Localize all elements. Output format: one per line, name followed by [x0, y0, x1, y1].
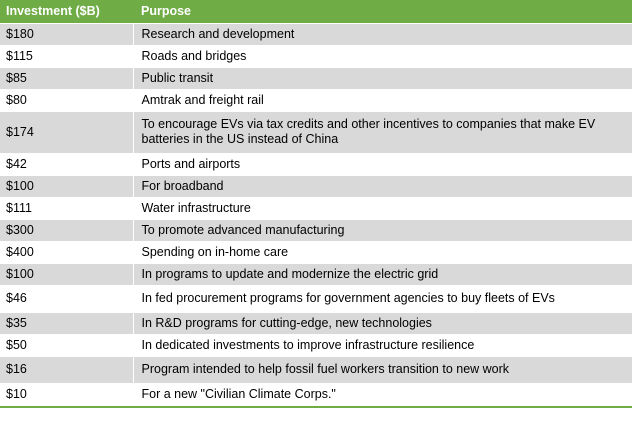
cell-investment: $35 — [0, 313, 133, 335]
cell-purpose: For a new "Civilian Climate Corps." — [133, 384, 632, 406]
cell-purpose: Amtrak and freight rail — [133, 90, 632, 112]
table-row — [0, 286, 632, 313]
cell-investment: $115 — [0, 46, 133, 68]
cell-investment: $42 — [0, 154, 133, 176]
cell-purpose: To promote advanced manufacturing — [133, 220, 632, 242]
cell-investment: $100 — [0, 176, 133, 198]
cell-purpose: In R&D programs for cutting-edge, new technologies — [133, 313, 632, 335]
table-header — [0, 0, 632, 24]
cell-investment: $10 — [0, 384, 133, 406]
cell-investment: $46 — [0, 286, 133, 313]
cell-investment: $300 — [0, 220, 133, 242]
cell-purpose: Roads and bridges — [133, 46, 632, 68]
cell-purpose: Program intended to help fossil fuel workers transition to new work — [133, 357, 632, 384]
cell-investment: $111 — [0, 198, 133, 220]
column-header-purpose: Purpose — [133, 0, 632, 24]
cell-investment: $100 — [0, 264, 133, 286]
table-bottom-rule — [0, 406, 632, 408]
cell-purpose: Research and development — [133, 24, 632, 46]
cell-investment: $50 — [0, 335, 133, 357]
column-header-investment: Investment ($B) — [0, 0, 133, 24]
cell-purpose: Public transit — [133, 68, 632, 90]
table-row — [0, 264, 632, 286]
table-row — [0, 198, 632, 220]
cell-purpose: Spending on in-home care — [133, 242, 632, 264]
table-row — [0, 313, 632, 335]
cell-purpose: For broadband — [133, 176, 632, 198]
cell-purpose: In dedicated investments to improve infrastructure resilience — [133, 335, 632, 357]
table-row — [0, 24, 632, 46]
table-row — [0, 384, 632, 406]
table-row — [0, 68, 632, 90]
table-row — [0, 335, 632, 357]
table-row — [0, 90, 632, 112]
table-row — [0, 357, 632, 384]
table-row — [0, 176, 632, 198]
cell-investment: $400 — [0, 242, 133, 264]
cell-purpose: In fed procurement programs for government agencies to buy fleets of EVs — [133, 286, 632, 313]
cell-purpose: Water infrastructure — [133, 198, 632, 220]
cell-purpose: Ports and airports — [133, 154, 632, 176]
cell-investment: $80 — [0, 90, 133, 112]
cell-investment: $16 — [0, 357, 133, 384]
table-row — [0, 220, 632, 242]
table-body — [0, 24, 632, 406]
table-row — [0, 154, 632, 176]
table-row — [0, 112, 632, 154]
cell-purpose: To encourage EVs via tax credits and other incentives to companies that make EV batteries in the US instead of China — [133, 112, 632, 154]
cell-purpose: In programs to update and modernize the electric grid — [133, 264, 632, 286]
cell-investment: $180 — [0, 24, 133, 46]
table-row — [0, 46, 632, 68]
table-header-row — [0, 0, 632, 24]
cell-investment: $85 — [0, 68, 133, 90]
table-row — [0, 242, 632, 264]
cell-investment: $174 — [0, 112, 133, 154]
